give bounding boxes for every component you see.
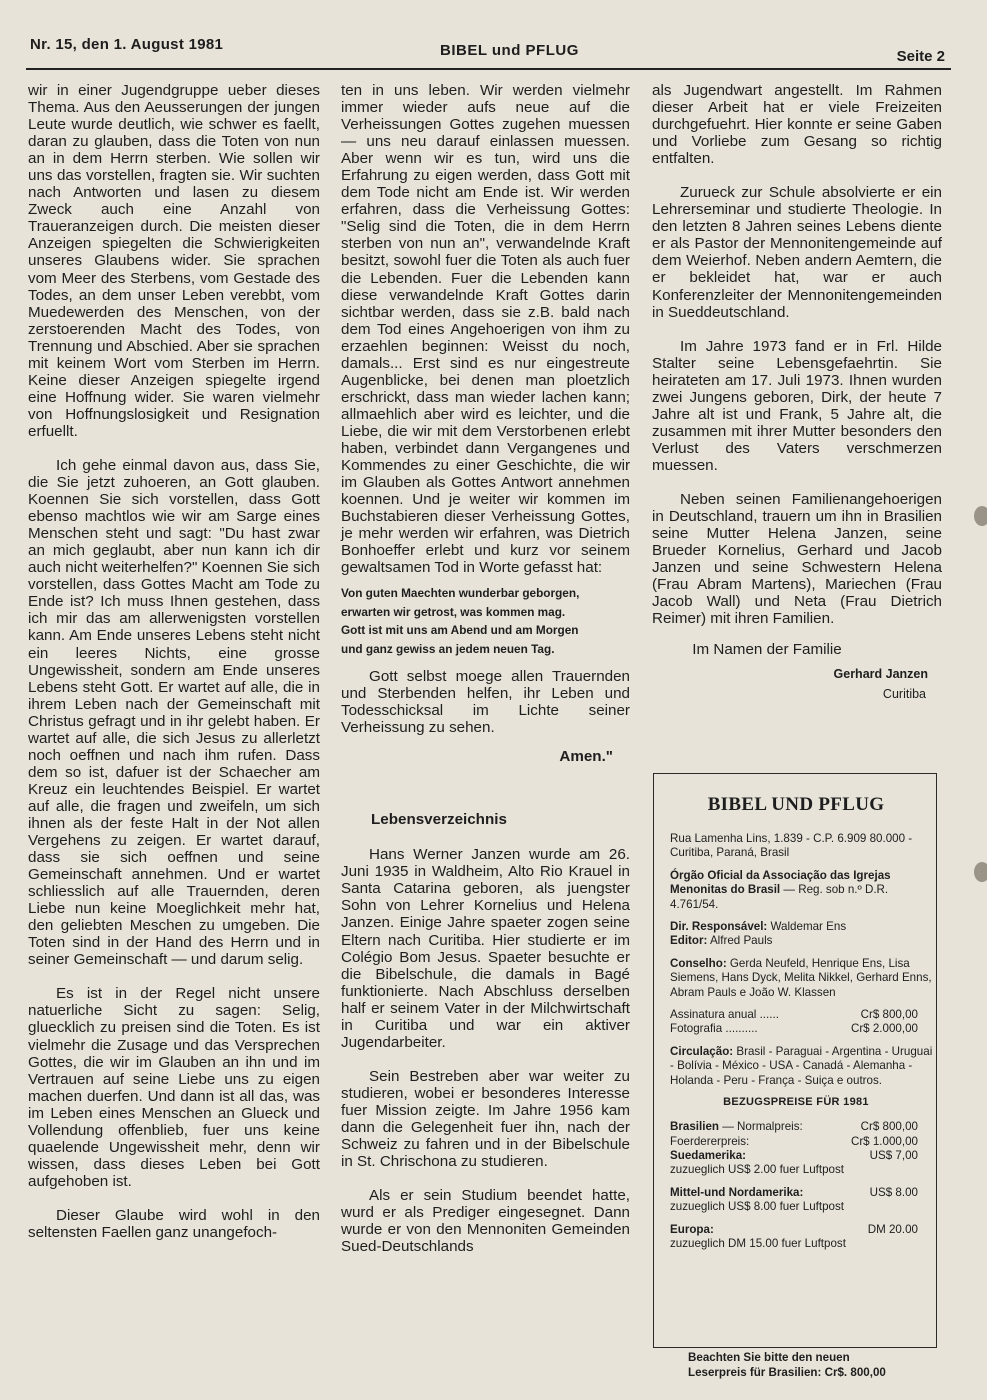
organ-info: Órgão Oficial da Associação das Igrejas Menonitas do Brasil — Reg. sob n.º D.R. 4.761/54.: [670, 868, 891, 911]
price-mittel-nordamerika: Mittel-und Nordamerika: US$ 8.00: [670, 1185, 918, 1199]
column-3: [652, 82, 942, 704]
paragraph: Sein Bestreben aber war weiter zu studieren, wobei er besonderes Interesse fuer Mission zeigte. Im Jahre 1956 kam dann die Gelegenheit fuer ihn, nach der Schweiz zu fahren und in der Bibelschule in St. Chrischona zu studieren.: [341, 1067, 630, 1171]
section-title: Lebensverzeichnis: [371, 811, 507, 829]
photo-price: Fotografia .......... Cr$ 2.000,00: [670, 1022, 918, 1036]
poem-line: erwarten wir getrost, was kommen mag.: [341, 604, 566, 619]
price-notice-line: Leserpreis für Brasilien: Cr$. 800,00: [688, 1366, 886, 1379]
punch-hole: [974, 506, 987, 526]
amen-line: Amen.": [559, 748, 613, 766]
column-1: [28, 82, 320, 1241]
paragraph: Zurueck zur Schule absolvierte er ein Lehrerseminar und studierte Theologie. In den letzten 8 Jahren seines Lebens diente er als Pastor der Mennonitengemeinde auf dem Weierhof. Neben andern Aemtern, die er bekleidet hat, war er auch Konferenzleiter der Mennonitengemeinden in Sueddeutschland.: [652, 184, 942, 321]
signature-block: [652, 641, 942, 703]
subscription-price: Assinatura anual ...... Cr$ 800,00: [670, 1008, 918, 1022]
airmail-suedamerika: zuzueglich US$ 2.00 fuer Luftpost: [670, 1163, 845, 1177]
paragraph: Es ist in der Regel nicht unsere natuerliche Sicht zu sagen: Selig, gluecklich zu preisen sind die Toten. Es ist vielmehr die Zusage und das Versprechen Gottes, die wir im Glauben an ihn und im Vertrauen auf seine Liebe uns zu eigen machen duerfen. Und dann ist all das, was im Leben eines Menschen an Glueck und Vollendung offenblieb, fuer uns keine quaelende Ungewissheit mehr, denn wir wissen, dass dieses Leben bei Gott aufgehoben ist.: [28, 985, 320, 1190]
paragraph: wir in einer Jugendgruppe ueber dieses Thema. Aus den Aeusserungen der jungen Leute wurde deutlich, wie schwer es faellt, daran zu glauben, dass die Toten von nun an in dem Herrn sterben. Wie sollen wir uns das vorstellen, fragten sie. Wir suchten nach Antworten und lasen zu diesem Zweck auch eine Anzahl von Traueranzeigen durch. Die meisten dieser Anzeigen spiegelten die Schwierigkeiten unseres Glaubens wider. Sie sprachen vom Meer des Sterbens, vom Gestade des Todes, an dem unser Leben verebbt, vom Muedewerden des Menschen, von der zerstoerenden Macht des Todes, von Trennung und Abschied. Aber sie sprachen mit keinem Wort vom Sterben im Herrn. Keine dieser Anzeigen spiegelte irgend eine Hoffnung wider. Sie waren vielmehr von Hoffnungslosigkeit und Resignation erfuellt.: [28, 82, 320, 440]
paragraph: Im Jahre 1973 fand er in Frl. Hilde Stalter seine Lebensgefaehrtin. Sie heirateten am 17. Juli 1973. Ihnen wurden zwei Jungens geboren, Dirk, der heute 7 Jahre alt ist und Frank, 5 Jahre alt, die zusammen mit ihrer Mutter besonders den Verlust des Vaters verschmerzen muessen.: [652, 337, 942, 474]
price-brasil: Brasilien — Normalpreis: Cr$ 800,00: [670, 1120, 918, 1134]
price-notice: [688, 1350, 886, 1380]
airmail-mittel-nordamerika: zuzueglich US$ 8.00 fuer Luftpost: [670, 1200, 845, 1214]
poem-line: Gott ist mit uns am Abend und am Morgen: [341, 623, 579, 638]
director: Dir. Responsável: Waldemar Ens: [670, 920, 847, 934]
page-header: [26, 34, 951, 68]
impressum-box: [653, 773, 937, 1348]
paragraph: Gott selbst moege allen Trauernden und Sterbenden helfen, ihr Leben und Todesschicksal im Lichte seiner Verheissung zu sehen.: [341, 667, 630, 737]
masthead-title: BIBEL und PFLUG: [440, 42, 579, 59]
price-notice-line: Beachten Sie bitte den neuen: [688, 1351, 850, 1364]
address: Rua Lamenha Lins, 1.839 - C.P. 6.909 80.000 - Curitiba, Paraná, Brasil: [670, 832, 913, 860]
editor: Editor: Alfred Pauls: [670, 934, 773, 948]
paragraph: Neben seinen Familienangehoerigen in Deutschland, trauern um ihn in Brasilien seine Mutter Helena Janzen, seine Brueder Kornelius, Gerhard und Jacob Janzen und seine Schwestern Helena (Frau Abram Martens), Mariechen (Frau Jacob Wall) und Neta (Frau Dietrich Reimer) mit ihren Familien.: [652, 490, 942, 628]
signature-line: Im Namen der Familie: [692, 641, 842, 659]
airmail-europa: zuzueglich DM 15.00 fuer Luftpost: [670, 1236, 846, 1250]
page-number: Seite 2: [896, 48, 945, 65]
column-2: [341, 82, 630, 1255]
signature-city: Curitiba: [882, 687, 926, 702]
header-rule: [26, 68, 951, 70]
impressum-title: BIBEL UND PFLUG: [707, 794, 885, 815]
price-foerderer: Foerdererpreis: Cr$ 1.000,00: [670, 1134, 918, 1148]
paragraph: als Jugendwart angestellt. Im Rahmen dieser Arbeit hat er viele Freizeiten durchgefuehrt. Hier konnte er seine Gaben und Vorliebe zum Gesang so richtig entfalten.: [652, 82, 942, 168]
circulation: Circulação: Brasil - Paraguai - Argentina - Uruguai - Bolívia - México - USA - Canadá - Alemanha - Holanda - Peru - França - Suiça e outros.: [670, 1044, 933, 1087]
prices-title: BEZUGSPREISE FÜR 1981: [723, 1096, 869, 1109]
council: Conselho: Gerda Neufeld, Henrique Ens, Lisa Siemens, Hans Dyck, Melita Nikkel, Gerhard Enns, Abram Pauls e João W. Klassen: [670, 956, 932, 999]
paragraph: Hans Werner Janzen wurde am 26. Juni 1935 in Waldheim, Alto Rio Krauel in Santa Catarina geboren, als juengster Sohn von Lehrer Kornelius und Helena Janzen. Einige Jahre spaeter zogen seine Eltern nach Curitiba. Hier studierte er im Colégio Bom Jesus. Spaeter besuchte er die Bibelschule, die damals in Bagé funktionierte. Nach Abschluss derselben half er seinem Vater in der Milchwirtschaft in Curitiba und war ein aktiver Jugendarbeiter.: [341, 846, 630, 1051]
bonhoeffer-poem: [341, 584, 630, 658]
price-suedamerika: Suedamerika: US$ 7,00: [670, 1148, 918, 1162]
paragraph: Als er sein Studium beendet hatte, wurd er als Prediger eingesegnet. Dann wurde er von den Mennoniten Gemeinden Sued-Deutschlands: [341, 1187, 630, 1256]
price-europa: Europa: DM 20.00: [670, 1222, 918, 1236]
punch-hole: [974, 862, 987, 882]
poem-line: Von guten Maechten wunderbar geborgen,: [341, 586, 580, 601]
paragraph: Dieser Glaube wird wohl in den seltensten Faellen ganz unangefoch-: [28, 1206, 320, 1241]
paragraph: Ich gehe einmal davon aus, dass Sie, die Sie jetzt zuhoeren, an Gott glauben. Koennen Sie sich vorstellen, dass Gott ebenso machtlos wie wir am Sarge eines Menschen steht und sagt: "Du hast zwar an mich geglaubt, aber nun kann ich dir auch nicht weiterhelfen?" Koennen Sie sich vorstellen, dass Gottes Macht am Tode zu Ende ist? Ich muss Ihnen gestehen, dass ich mir das am allerwenigsten vorstellen kann. Am Ende unseres Lebens steht nicht ein leeres Nichts, eine grosse Ungewissheit, sondern am Ende unseres Lebens steht Gott. Er wartet auf alle, die in ihrem Leben nach der Gemeinschaft mit Christus gefragt und in ihr gelebt haben. Er wartet auf alle, die sich Jesus zu allerletzt noch oeffnen und nach ihm rufen. Dass dem so ist, dafuer ist der Schaecher am Kreuz ein leuchtendes Beispiel. Er wartet auf alle, die fragen und zweifeln, um sich ihnen als der feste Halt in der Not allen Vergehens zu zeigen. Er wartet darauf, dass sie sich oeffnen und seine Gemeinschaft annehmen. Und er wartet schliesslich auf alle Trauernden, deren Liebe nun keine Moeglichkeit mehr hat, den geliebten Meschen zu umgeben. Die Toten sind in der Hand des Herrn und in seiner Gemeinschaft — und darum selig.: [28, 456, 320, 969]
poem-line: und ganz gewiss an jedem neuen Tag.: [341, 641, 555, 656]
signature-name: Gerhard Janzen: [833, 667, 928, 682]
issue-date: Nr. 15, den 1. August 1981: [30, 36, 224, 53]
paragraph: ten in uns leben. Wir werden vielmehr immer wieder aufs neue auf die Verheissungen Gottes zugehen muessen — uns neu darauf einlassen muessen. Aber wenn wir es tun, wird uns die Erfahrung zu eigen werden, dass Gott mit dem Tode nicht am Ende ist. Wir werden erfahren, dass die Verheissung Gottes: "Selig sind die Toten, die in dem Herrn sterben von nun an", verwandelnde Kraft besitzt, sowohl fuer die Toten als auch fuer die Lebenden. Fuer die Lebenden kann diese verwandelnde Kraft Gottes darin sichtbar werden, dass sie z.B. bald nach dem Tod eines Angehoerigen von ihm zu erzaehlen beginnen: Weisst du noch, damals... Erst sind es nur eingestreute Augenblicke, bei denen man ploetzlich erschrickt, dass man wieder lachen kann; allmaehlich aber wird es leichter, und die Liebe, die wir mit dem Verstorbenen erlebt haben, verbindet dann Vergangenes und Kommendes zu einer Geschichte, die wir im Glauben als Gottes Antwort annehmen koennen. Und je weiter wir kommen im Buchstabieren dieser Verheissung Gottes, je mehr werden wir erfahren, was Dietrich Bonhoeffer erlebt und kurz vor seinem gewaltsamen Tod in Worte gefasst hat:: [341, 82, 630, 577]
